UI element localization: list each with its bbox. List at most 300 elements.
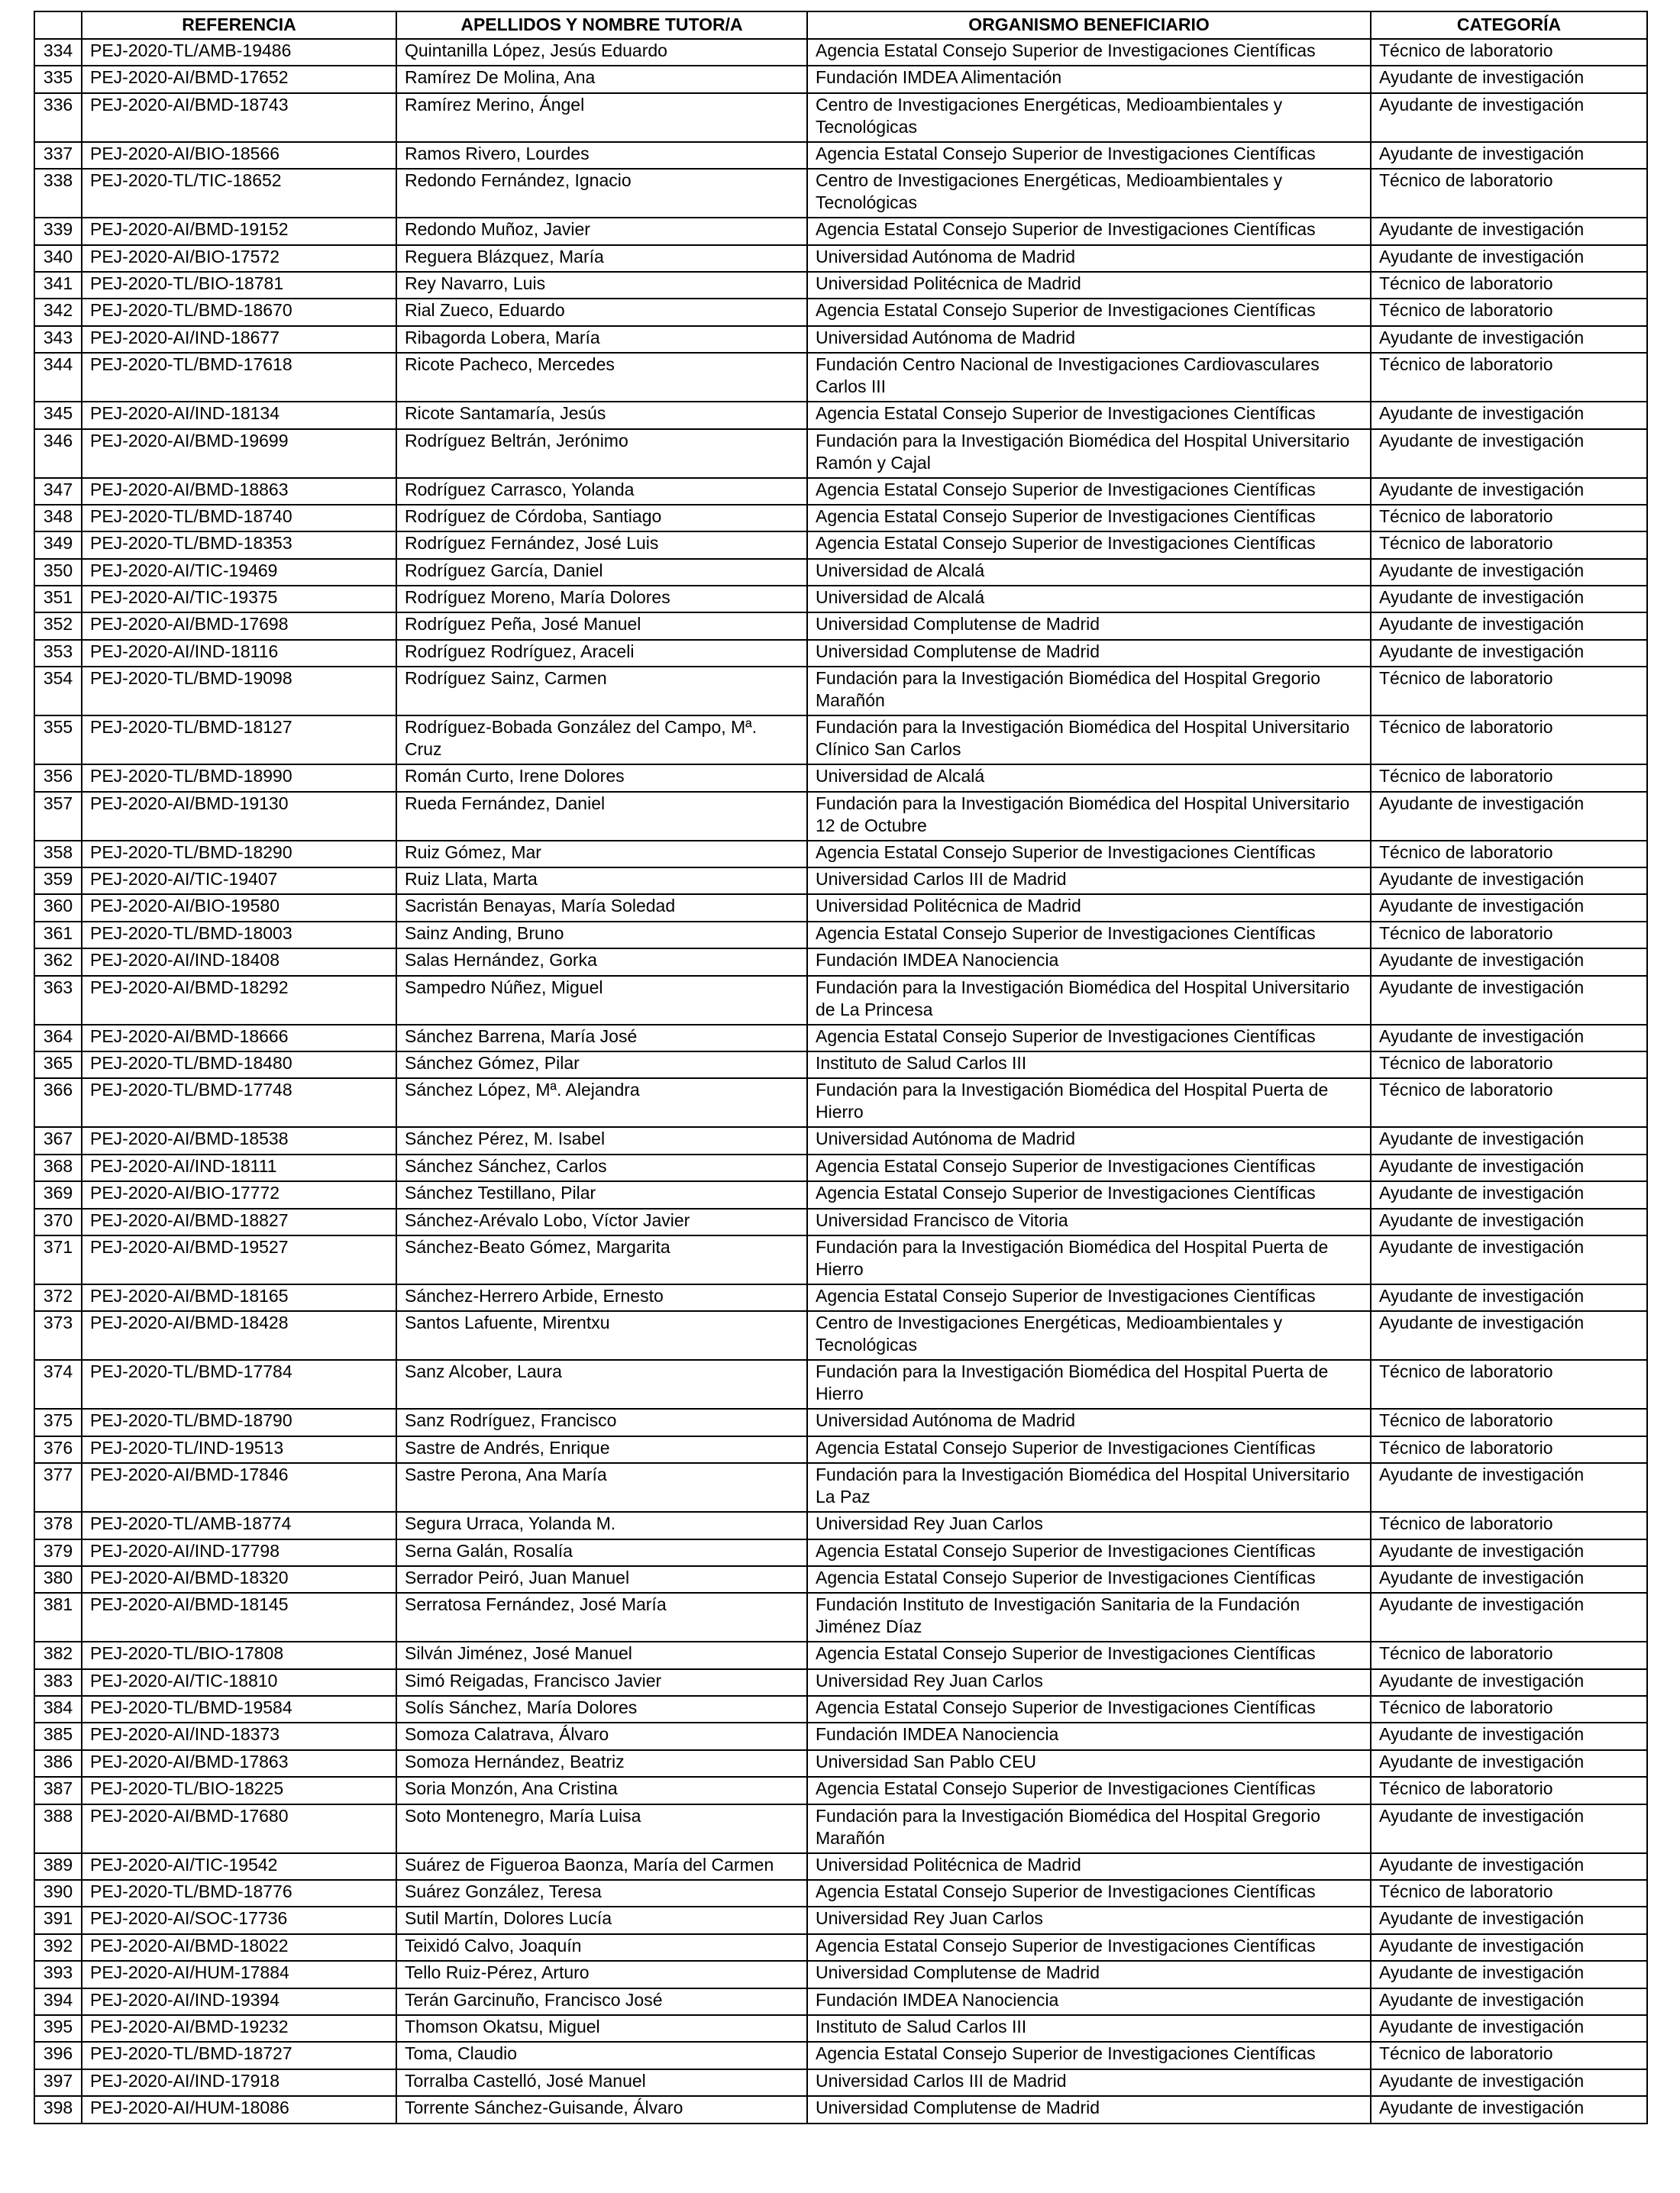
categoria-cell: Ayudante de investigación	[1371, 1723, 1647, 1749]
table-row	[34, 1235, 1647, 1284]
categoria-cell: Ayudante de investigación	[1371, 1750, 1647, 1777]
categoria-cell: Ayudante de investigación	[1371, 245, 1647, 272]
referencia-cell: PEJ-2020-TL/BIO-18225	[82, 1777, 396, 1804]
organismo-cell: Agencia Estatal Consejo Superior de Investigaciones Científicas	[807, 299, 1371, 325]
referencia-cell: PEJ-2020-AI/IND-18408	[82, 948, 396, 975]
organismo-cell: Universidad Complutense de Madrid	[807, 1961, 1371, 1988]
categoria-cell: Ayudante de investigación	[1371, 1804, 1647, 1853]
row-number: 345	[34, 402, 82, 428]
table-row	[34, 1181, 1647, 1208]
organismo-cell: Centro de Investigaciones Energéticas, Medioambientales y Tecnológicas	[807, 169, 1371, 218]
row-number: 364	[34, 1025, 82, 1051]
referencia-cell: PEJ-2020-AI/BMD-19232	[82, 2015, 396, 2042]
referencia-cell: PEJ-2020-TL/TIC-18652	[82, 169, 396, 218]
header-tutor: APELLIDOS Y NOMBRE TUTOR/A	[396, 11, 807, 39]
tutor-cell: Ruiz Gómez, Mar	[396, 841, 807, 867]
row-number: 389	[34, 1853, 82, 1880]
tutor-cell: Somoza Calatrava, Álvaro	[396, 1723, 807, 1749]
categoria-cell: Técnico de laboratorio	[1371, 1078, 1647, 1127]
organismo-cell: Universidad Autónoma de Madrid	[807, 1127, 1371, 1154]
row-number: 356	[34, 764, 82, 791]
tutor-cell: Rodríguez de Córdoba, Santiago	[396, 505, 807, 531]
header-referencia: REFERENCIA	[82, 11, 396, 39]
tutor-cell: Sánchez López, Mª. Alejandra	[396, 1078, 807, 1127]
row-number: 336	[34, 93, 82, 142]
organismo-cell: Agencia Estatal Consejo Superior de Investigaciones Científicas	[807, 142, 1371, 169]
header-row	[34, 11, 1647, 39]
referencia-cell: PEJ-2020-TL/BMD-19098	[82, 667, 396, 715]
tutor-cell: Suárez González, Teresa	[396, 1880, 807, 1907]
table-row	[34, 1669, 1647, 1696]
organismo-cell: Universidad Politécnica de Madrid	[807, 1853, 1371, 1880]
table-row	[34, 715, 1647, 764]
table-row	[34, 1209, 1647, 1235]
categoria-cell: Ayudante de investigación	[1371, 1669, 1647, 1696]
table-row	[34, 1155, 1647, 1181]
referencia-cell: PEJ-2020-TL/BMD-18727	[82, 2042, 396, 2069]
categoria-cell: Ayudante de investigación	[1371, 1463, 1647, 1512]
row-number: 358	[34, 841, 82, 867]
organismo-cell: Universidad Rey Juan Carlos	[807, 1907, 1371, 1933]
row-number: 362	[34, 948, 82, 975]
row-number: 338	[34, 169, 82, 218]
beneficiaries-table	[34, 11, 1648, 2124]
categoria-cell: Técnico de laboratorio	[1371, 272, 1647, 299]
tutor-cell: Toma, Claudio	[396, 2042, 807, 2069]
row-number: 363	[34, 976, 82, 1025]
organismo-cell: Fundación para la Investigación Biomédica del Hospital Puerta de Hierro	[807, 1235, 1371, 1284]
tutor-cell: Santos Lafuente, Mirentxu	[396, 1311, 807, 1360]
referencia-cell: PEJ-2020-TL/AMB-19486	[82, 39, 396, 66]
organismo-cell: Universidad Complutense de Madrid	[807, 2096, 1371, 2123]
organismo-cell: Agencia Estatal Consejo Superior de Investigaciones Científicas	[807, 402, 1371, 428]
tutor-cell: Sanz Alcober, Laura	[396, 1360, 807, 1409]
table-row	[34, 2042, 1647, 2069]
organismo-cell: Agencia Estatal Consejo Superior de Investigaciones Científicas	[807, 1934, 1371, 1961]
categoria-cell: Ayudante de investigación	[1371, 948, 1647, 975]
tutor-cell: Silván Jiménez, José Manuel	[396, 1642, 807, 1668]
organismo-cell: Fundación para la Investigación Biomédica del Hospital Universitario Clínico San Carlos	[807, 715, 1371, 764]
organismo-cell: Agencia Estatal Consejo Superior de Investigaciones Científicas	[807, 1284, 1371, 1311]
categoria-cell: Técnico de laboratorio	[1371, 531, 1647, 558]
categoria-cell: Técnico de laboratorio	[1371, 299, 1647, 325]
row-number: 367	[34, 1127, 82, 1154]
categoria-cell: Ayudante de investigación	[1371, 142, 1647, 169]
row-number: 396	[34, 2042, 82, 2069]
row-number: 339	[34, 218, 82, 244]
tutor-cell: Ricote Pacheco, Mercedes	[396, 353, 807, 402]
table-row	[34, 169, 1647, 218]
table-row	[34, 1566, 1647, 1593]
tutor-cell: Román Curto, Irene Dolores	[396, 764, 807, 791]
table-row	[34, 586, 1647, 612]
categoria-cell: Técnico de laboratorio	[1371, 841, 1647, 867]
referencia-cell: PEJ-2020-AI/IND-17918	[82, 2069, 396, 2096]
categoria-cell: Técnico de laboratorio	[1371, 1051, 1647, 1078]
categoria-cell: Ayudante de investigación	[1371, 218, 1647, 244]
organismo-cell: Fundación para la Investigación Biomédica del Hospital Puerta de Hierro	[807, 1360, 1371, 1409]
table-row	[34, 299, 1647, 325]
tutor-cell: Serratosa Fernández, José María	[396, 1593, 807, 1642]
categoria-cell: Ayudante de investigación	[1371, 66, 1647, 92]
tutor-cell: Tello Ruiz-Pérez, Arturo	[396, 1961, 807, 1988]
categoria-cell: Técnico de laboratorio	[1371, 1880, 1647, 1907]
referencia-cell: PEJ-2020-TL/BMD-17784	[82, 1360, 396, 1409]
row-number: 368	[34, 1155, 82, 1181]
tutor-cell: Sacristán Benayas, María Soledad	[396, 894, 807, 921]
referencia-cell: PEJ-2020-AI/BMD-18292	[82, 976, 396, 1025]
table-row	[34, 1961, 1647, 1988]
organismo-cell: Agencia Estatal Consejo Superior de Investigaciones Científicas	[807, 2042, 1371, 2069]
organismo-cell: Centro de Investigaciones Energéticas, Medioambientales y Tecnológicas	[807, 93, 1371, 142]
row-number: 348	[34, 505, 82, 531]
referencia-cell: PEJ-2020-AI/BMD-17698	[82, 612, 396, 639]
referencia-cell: PEJ-2020-TL/BMD-17748	[82, 1078, 396, 1127]
referencia-cell: PEJ-2020-AI/IND-18134	[82, 402, 396, 428]
tutor-cell: Sastre de Andrés, Enrique	[396, 1436, 807, 1463]
row-number: 369	[34, 1181, 82, 1208]
organismo-cell: Universidad Francisco de Vitoria	[807, 1209, 1371, 1235]
tutor-cell: Sánchez-Arévalo Lobo, Víctor Javier	[396, 1209, 807, 1235]
categoria-cell: Técnico de laboratorio	[1371, 1512, 1647, 1539]
row-number: 395	[34, 2015, 82, 2042]
categoria-cell: Ayudante de investigación	[1371, 559, 1647, 586]
referencia-cell: PEJ-2020-AI/IND-18373	[82, 1723, 396, 1749]
row-number: 361	[34, 922, 82, 948]
tutor-cell: Sánchez Testillano, Pilar	[396, 1181, 807, 1208]
categoria-cell: Ayudante de investigación	[1371, 1988, 1647, 2015]
row-number: 365	[34, 1051, 82, 1078]
categoria-cell: Técnico de laboratorio	[1371, 353, 1647, 402]
table-row	[34, 1078, 1647, 1127]
tutor-cell: Torrente Sánchez-Guisande, Álvaro	[396, 2096, 807, 2123]
categoria-cell: Ayudante de investigación	[1371, 1209, 1647, 1235]
row-number: 341	[34, 272, 82, 299]
categoria-cell: Ayudante de investigación	[1371, 1907, 1647, 1933]
table-row	[34, 867, 1647, 894]
tutor-cell: Teixidó Calvo, Joaquín	[396, 1934, 807, 1961]
tutor-cell: Serna Galán, Rosalía	[396, 1539, 807, 1566]
tutor-cell: Suárez de Figueroa Baonza, María del Carmen	[396, 1853, 807, 1880]
table-row	[34, 142, 1647, 169]
organismo-cell: Fundación para la Investigación Biomédica del Hospital Universitario de La Princesa	[807, 976, 1371, 1025]
row-number: 384	[34, 1696, 82, 1723]
tutor-cell: Ruiz Llata, Marta	[396, 867, 807, 894]
organismo-cell: Fundación IMDEA Nanociencia	[807, 948, 1371, 975]
row-number: 397	[34, 2069, 82, 2096]
tutor-cell: Rueda Fernández, Daniel	[396, 792, 807, 841]
categoria-cell: Ayudante de investigación	[1371, 93, 1647, 142]
categoria-cell: Ayudante de investigación	[1371, 612, 1647, 639]
table-row	[34, 429, 1647, 478]
table-row	[34, 559, 1647, 586]
organismo-cell: Agencia Estatal Consejo Superior de Investigaciones Científicas	[807, 1777, 1371, 1804]
tutor-cell: Rial Zueco, Eduardo	[396, 299, 807, 325]
row-number: 374	[34, 1360, 82, 1409]
organismo-cell: Universidad de Alcalá	[807, 764, 1371, 791]
table-row	[34, 478, 1647, 505]
row-number: 359	[34, 867, 82, 894]
tutor-cell: Ribagorda Lobera, María	[396, 326, 807, 353]
categoria-cell: Técnico de laboratorio	[1371, 39, 1647, 66]
row-number: 335	[34, 66, 82, 92]
referencia-cell: PEJ-2020-TL/IND-19513	[82, 1436, 396, 1463]
referencia-cell: PEJ-2020-AI/BMD-18666	[82, 1025, 396, 1051]
categoria-cell: Técnico de laboratorio	[1371, 2042, 1647, 2069]
referencia-cell: PEJ-2020-AI/BMD-19527	[82, 1235, 396, 1284]
categoria-cell: Ayudante de investigación	[1371, 1539, 1647, 1566]
table-row	[34, 1436, 1647, 1463]
organismo-cell: Agencia Estatal Consejo Superior de Investigaciones Científicas	[807, 1696, 1371, 1723]
tutor-cell: Ramírez De Molina, Ana	[396, 66, 807, 92]
row-number: 394	[34, 1988, 82, 2015]
table-row	[34, 922, 1647, 948]
row-number: 376	[34, 1436, 82, 1463]
categoria-cell: Ayudante de investigación	[1371, 2096, 1647, 2123]
referencia-cell: PEJ-2020-AI/BMD-19699	[82, 429, 396, 478]
referencia-cell: PEJ-2020-AI/IND-18116	[82, 640, 396, 667]
table-row	[34, 1539, 1647, 1566]
table-row	[34, 39, 1647, 66]
row-number: 387	[34, 1777, 82, 1804]
organismo-cell: Agencia Estatal Consejo Superior de Investigaciones Científicas	[807, 1566, 1371, 1593]
organismo-cell: Fundación para la Investigación Biomédica del Hospital Gregorio Marañón	[807, 1804, 1371, 1853]
tutor-cell: Somoza Hernández, Beatriz	[396, 1750, 807, 1777]
organismo-cell: Centro de Investigaciones Energéticas, Medioambientales y Tecnológicas	[807, 1311, 1371, 1360]
referencia-cell: PEJ-2020-TL/BMD-18290	[82, 841, 396, 867]
referencia-cell: PEJ-2020-AI/IND-19394	[82, 1988, 396, 2015]
row-number: 344	[34, 353, 82, 402]
table-row	[34, 1723, 1647, 1749]
organismo-cell: Universidad San Pablo CEU	[807, 1750, 1371, 1777]
categoria-cell: Ayudante de investigación	[1371, 1311, 1647, 1360]
referencia-cell: PEJ-2020-TL/BMD-19584	[82, 1696, 396, 1723]
tutor-cell: Sanz Rodríguez, Francisco	[396, 1409, 807, 1436]
document-page	[34, 11, 1646, 2124]
organismo-cell: Universidad Complutense de Madrid	[807, 640, 1371, 667]
table-row	[34, 1409, 1647, 1436]
referencia-cell: PEJ-2020-AI/TIC-19375	[82, 586, 396, 612]
organismo-cell: Universidad Rey Juan Carlos	[807, 1669, 1371, 1696]
row-number: 383	[34, 1669, 82, 1696]
referencia-cell: PEJ-2020-AI/BMD-19130	[82, 792, 396, 841]
table-row	[34, 764, 1647, 791]
tutor-cell: Rodríguez García, Daniel	[396, 559, 807, 586]
tutor-cell: Soria Monzón, Ana Cristina	[396, 1777, 807, 1804]
tutor-cell: Redondo Muñoz, Javier	[396, 218, 807, 244]
tutor-cell: Rodríguez Moreno, María Dolores	[396, 586, 807, 612]
table-row	[34, 1907, 1647, 1933]
table-row	[34, 218, 1647, 244]
categoria-cell: Ayudante de investigación	[1371, 640, 1647, 667]
table-row	[34, 1593, 1647, 1642]
referencia-cell: PEJ-2020-AI/BMD-18022	[82, 1934, 396, 1961]
tutor-cell: Segura Urraca, Yolanda M.	[396, 1512, 807, 1539]
organismo-cell: Agencia Estatal Consejo Superior de Investigaciones Científicas	[807, 478, 1371, 505]
tutor-cell: Rodríguez Beltrán, Jerónimo	[396, 429, 807, 478]
organismo-cell: Instituto de Salud Carlos III	[807, 1051, 1371, 1078]
tutor-cell: Sutil Martín, Dolores Lucía	[396, 1907, 807, 1933]
organismo-cell: Fundación para la Investigación Biomédica del Hospital Universitario La Paz	[807, 1463, 1371, 1512]
row-number: 381	[34, 1593, 82, 1642]
tutor-cell: Sánchez Gómez, Pilar	[396, 1051, 807, 1078]
table-row	[34, 1512, 1647, 1539]
referencia-cell: PEJ-2020-AI/HUM-17884	[82, 1961, 396, 1988]
row-number: 371	[34, 1235, 82, 1284]
header-number	[34, 11, 82, 39]
row-number: 355	[34, 715, 82, 764]
categoria-cell: Ayudante de investigación	[1371, 1566, 1647, 1593]
table-row	[34, 272, 1647, 299]
organismo-cell: Agencia Estatal Consejo Superior de Investigaciones Científicas	[807, 505, 1371, 531]
referencia-cell: PEJ-2020-AI/BMD-17846	[82, 1463, 396, 1512]
tutor-cell: Sainz Anding, Bruno	[396, 922, 807, 948]
table-row	[34, 1127, 1647, 1154]
row-number: 334	[34, 39, 82, 66]
categoria-cell: Ayudante de investigación	[1371, 326, 1647, 353]
row-number: 391	[34, 1907, 82, 1933]
organismo-cell: Fundación para la Investigación Biomédica del Hospital Puerta de Hierro	[807, 1078, 1371, 1127]
tutor-cell: Rodríguez Rodríguez, Araceli	[396, 640, 807, 667]
row-number: 347	[34, 478, 82, 505]
organismo-cell: Fundación para la Investigación Biomédica del Hospital Universitario Ramón y Cajal	[807, 429, 1371, 478]
table-row	[34, 93, 1647, 142]
row-number: 340	[34, 245, 82, 272]
table-row	[34, 976, 1647, 1025]
row-number: 385	[34, 1723, 82, 1749]
referencia-cell: PEJ-2020-AI/IND-17798	[82, 1539, 396, 1566]
row-number: 386	[34, 1750, 82, 1777]
row-number: 349	[34, 531, 82, 558]
row-number: 377	[34, 1463, 82, 1512]
categoria-cell: Técnico de laboratorio	[1371, 1436, 1647, 1463]
table-row	[34, 1988, 1647, 2015]
referencia-cell: PEJ-2020-TL/AMB-18774	[82, 1512, 396, 1539]
organismo-cell: Universidad Politécnica de Madrid	[807, 272, 1371, 299]
tutor-cell: Reguera Blázquez, María	[396, 245, 807, 272]
organismo-cell: Universidad Carlos III de Madrid	[807, 867, 1371, 894]
table-row	[34, 667, 1647, 715]
categoria-cell: Ayudante de investigación	[1371, 1961, 1647, 1988]
row-number: 354	[34, 667, 82, 715]
tutor-cell: Sánchez-Beato Gómez, Margarita	[396, 1235, 807, 1284]
row-number: 346	[34, 429, 82, 478]
categoria-cell: Ayudante de investigación	[1371, 429, 1647, 478]
categoria-cell: Ayudante de investigación	[1371, 1235, 1647, 1284]
tutor-cell: Sánchez-Herrero Arbide, Ernesto	[396, 1284, 807, 1311]
table-row	[34, 245, 1647, 272]
tutor-cell: Simó Reigadas, Francisco Javier	[396, 1669, 807, 1696]
referencia-cell: PEJ-2020-AI/SOC-17736	[82, 1907, 396, 1933]
tutor-cell: Sastre Perona, Ana María	[396, 1463, 807, 1512]
table-row	[34, 1642, 1647, 1668]
table-row	[34, 640, 1647, 667]
referencia-cell: PEJ-2020-AI/BMD-18320	[82, 1566, 396, 1593]
referencia-cell: PEJ-2020-AI/TIC-19542	[82, 1853, 396, 1880]
tutor-cell: Rey Navarro, Luis	[396, 272, 807, 299]
table-header	[34, 11, 1647, 39]
tutor-cell: Rodríguez Peña, José Manuel	[396, 612, 807, 639]
referencia-cell: PEJ-2020-AI/BMD-18863	[82, 478, 396, 505]
organismo-cell: Fundación IMDEA Nanociencia	[807, 1723, 1371, 1749]
row-number: 370	[34, 1209, 82, 1235]
categoria-cell: Técnico de laboratorio	[1371, 169, 1647, 218]
categoria-cell: Ayudante de investigación	[1371, 1127, 1647, 1154]
organismo-cell: Agencia Estatal Consejo Superior de Investigaciones Científicas	[807, 1155, 1371, 1181]
categoria-cell: Ayudante de investigación	[1371, 402, 1647, 428]
referencia-cell: PEJ-2020-AI/BIO-17572	[82, 245, 396, 272]
referencia-cell: PEJ-2020-AI/BMD-18428	[82, 1311, 396, 1360]
organismo-cell: Universidad de Alcalá	[807, 559, 1371, 586]
referencia-cell: PEJ-2020-AI/BIO-19580	[82, 894, 396, 921]
categoria-cell: Técnico de laboratorio	[1371, 667, 1647, 715]
tutor-cell: Ramos Rivero, Lourdes	[396, 142, 807, 169]
organismo-cell: Fundación Instituto de Investigación Sanitaria de la Fundación Jiménez Díaz	[807, 1593, 1371, 1642]
referencia-cell: PEJ-2020-TL/BMD-18990	[82, 764, 396, 791]
table-row	[34, 1025, 1647, 1051]
categoria-cell: Ayudante de investigación	[1371, 1025, 1647, 1051]
row-number: 342	[34, 299, 82, 325]
referencia-cell: PEJ-2020-AI/BMD-18538	[82, 1127, 396, 1154]
tutor-cell: Sánchez Barrena, María José	[396, 1025, 807, 1051]
row-number: 393	[34, 1961, 82, 1988]
categoria-cell: Ayudante de investigación	[1371, 867, 1647, 894]
table-row	[34, 1750, 1647, 1777]
table-row	[34, 66, 1647, 92]
table-row	[34, 1463, 1647, 1512]
referencia-cell: PEJ-2020-AI/BIO-18566	[82, 142, 396, 169]
table-row	[34, 1880, 1647, 1907]
referencia-cell: PEJ-2020-TL/BIO-18781	[82, 272, 396, 299]
table-row	[34, 2096, 1647, 2123]
organismo-cell: Universidad Autónoma de Madrid	[807, 326, 1371, 353]
table-row	[34, 326, 1647, 353]
table-row	[34, 894, 1647, 921]
tutor-cell: Rodríguez Fernández, José Luis	[396, 531, 807, 558]
table-row	[34, 1777, 1647, 1804]
row-number: 372	[34, 1284, 82, 1311]
organismo-cell: Universidad Autónoma de Madrid	[807, 1409, 1371, 1436]
table-row	[34, 1360, 1647, 1409]
referencia-cell: PEJ-2020-AI/BMD-19152	[82, 218, 396, 244]
row-number: 350	[34, 559, 82, 586]
categoria-cell: Ayudante de investigación	[1371, 2015, 1647, 2042]
referencia-cell: PEJ-2020-AI/BMD-17680	[82, 1804, 396, 1853]
categoria-cell: Ayudante de investigación	[1371, 1593, 1647, 1642]
table-body	[34, 39, 1647, 2124]
row-number: 373	[34, 1311, 82, 1360]
referencia-cell: PEJ-2020-TL/BMD-18127	[82, 715, 396, 764]
referencia-cell: PEJ-2020-AI/IND-18677	[82, 326, 396, 353]
categoria-cell: Ayudante de investigación	[1371, 1284, 1647, 1311]
tutor-cell: Quintanilla López, Jesús Eduardo	[396, 39, 807, 66]
table-row	[34, 1284, 1647, 1311]
referencia-cell: PEJ-2020-TL/BMD-17618	[82, 353, 396, 402]
organismo-cell: Universidad Complutense de Madrid	[807, 612, 1371, 639]
tutor-cell: Sampedro Núñez, Miguel	[396, 976, 807, 1025]
table-row	[34, 402, 1647, 428]
table-row	[34, 612, 1647, 639]
referencia-cell: PEJ-2020-TL/BIO-17808	[82, 1642, 396, 1668]
table-row	[34, 1696, 1647, 1723]
organismo-cell: Fundación Centro Nacional de Investigaciones Cardiovasculares Carlos III	[807, 353, 1371, 402]
tutor-cell: Serrador Peiró, Juan Manuel	[396, 1566, 807, 1593]
row-number: 352	[34, 612, 82, 639]
row-number: 337	[34, 142, 82, 169]
table-row	[34, 531, 1647, 558]
referencia-cell: PEJ-2020-AI/IND-18111	[82, 1155, 396, 1181]
referencia-cell: PEJ-2020-AI/HUM-18086	[82, 2096, 396, 2123]
